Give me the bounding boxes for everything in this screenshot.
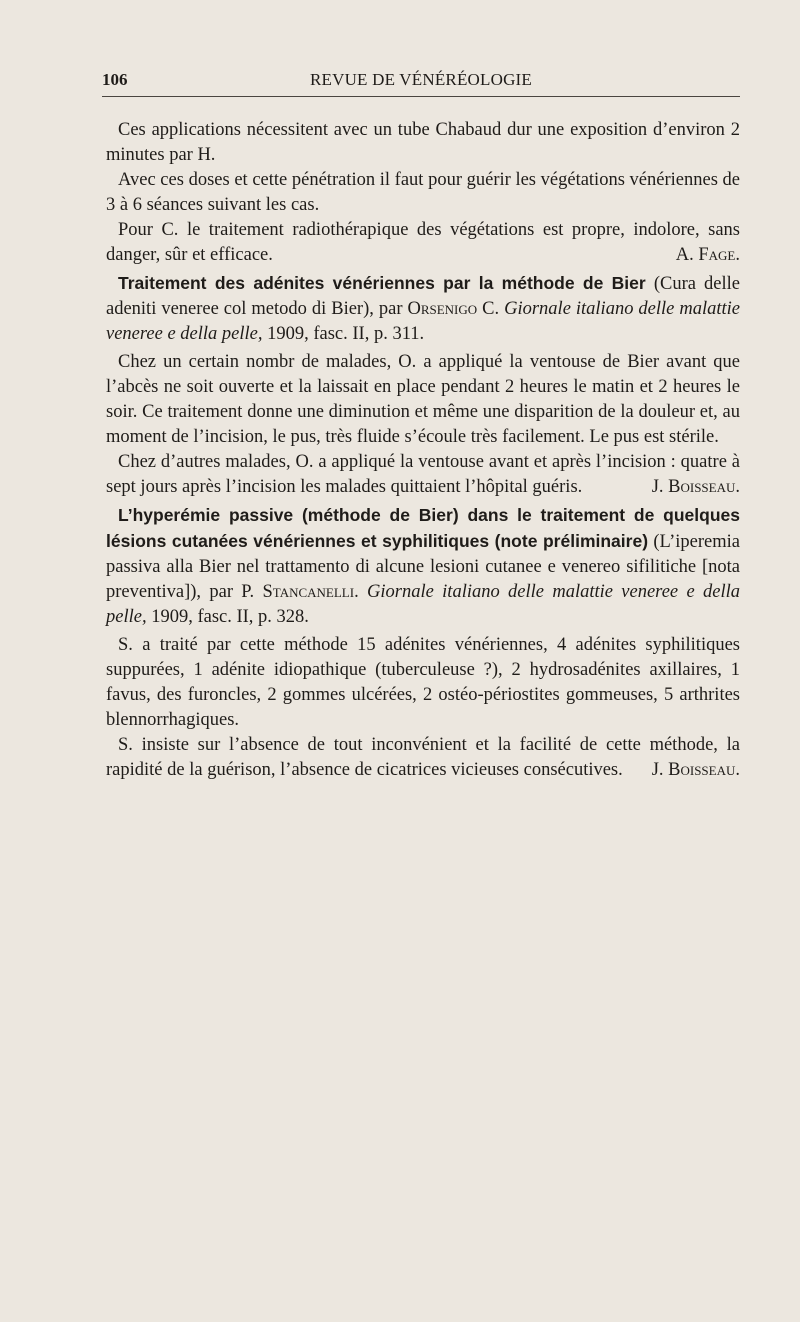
- paragraph: Chez un certain nombr de malades, O. a appliqué la ventouse de Bier avant que l’abcès ne soit ouverte et la laissait en place pendant 2 heures le matin et 2 heures le soir. Ce traitement donne une diminution et même une disparition de la douleur et, au moment de l’incision, le pus, très fluide s’écoule très facilement. Le pus est stérile.: [106, 352, 740, 447]
- paragraph: [106, 218, 740, 268]
- paragraph-text: Pour C. le traitement radiothérapique des végétations est propre, indolore, sans danger, sûr et efficace.: [106, 220, 740, 265]
- article-ref: C.: [477, 299, 505, 319]
- running-title: REVUE DE VÉNÉRÉOLOGIE: [309, 70, 533, 89]
- paragraph-text: Chez d’autres malades, O. a appliqué la ventouse avant et après l’incision : quatre à sept jours après l’incision les malades quittaient l’hôpital guéris.: [106, 452, 740, 497]
- article-heading: [106, 503, 740, 630]
- article-ref: (L’iperemia passiva alla Bier nel trattamento di alcune lesioni cutanee e venereo sifilitiche [nota preventiva]), par P.: [106, 532, 740, 602]
- paragraph: Ces applications nécessitent avec un tube Chabaud dur une exposition d’environ 2 minutes par H.: [106, 120, 740, 165]
- paragraph-text: S. insiste sur l’absence de tout inconvénient et la facilité de cette méthode, la rapidité de la guérison, l’absence de cicatrices vicieuses consécutives.: [106, 735, 740, 780]
- signature: J. Boisseau.: [651, 760, 740, 780]
- article-heading: [106, 271, 740, 347]
- paragraph: [106, 733, 740, 783]
- article-ref: 1909, fasc. II, p. 311.: [262, 324, 425, 344]
- article-author: Orsenigo: [407, 299, 478, 319]
- article-ref: 1909, fasc. II, p. 328.: [146, 607, 309, 627]
- article-author: Stancanelli.: [262, 582, 359, 602]
- article-body: [106, 118, 740, 783]
- article-title: L’hyperémie passive (méthode de Bier) dans le traitement de quelques lésions cutanées vénériennes et syphilitiques (note préliminaire): [106, 505, 740, 551]
- signature: A. Fage.: [675, 245, 740, 265]
- paragraph: Avec ces doses et cette pénétration il faut pour guérir les végétations vénériennes de 3 à 6 séances suivant les cas.: [106, 170, 740, 215]
- journal-name: Giornale italiano delle malattie veneree e della pelle,: [106, 299, 740, 344]
- paragraph: S. a traité par cette méthode 15 adénites vénériennes, 4 adénites syphilitiques suppurées, 1 adénite idiopathique (tuberculeuse ?), 2 hydrosadénites axillaires, 1 favus, des furoncles, 2 gommes ulcérées, 2 ostéo-périostites gommeuses, 5 arthrites blennorrhagiques.: [106, 635, 740, 730]
- journal-name: Giornale italiano delle malattie veneree e della pelle,: [106, 582, 740, 627]
- page-header: [102, 68, 740, 97]
- page-number: 106: [102, 70, 128, 89]
- signature: J. Boisseau.: [651, 477, 740, 497]
- article-title: Traitement des adénites vénériennes par la méthode de Bier: [118, 273, 646, 293]
- paragraph: [106, 450, 740, 500]
- article-ref: (Cura delle adeniti veneree col metodo di Bier), par: [106, 274, 740, 319]
